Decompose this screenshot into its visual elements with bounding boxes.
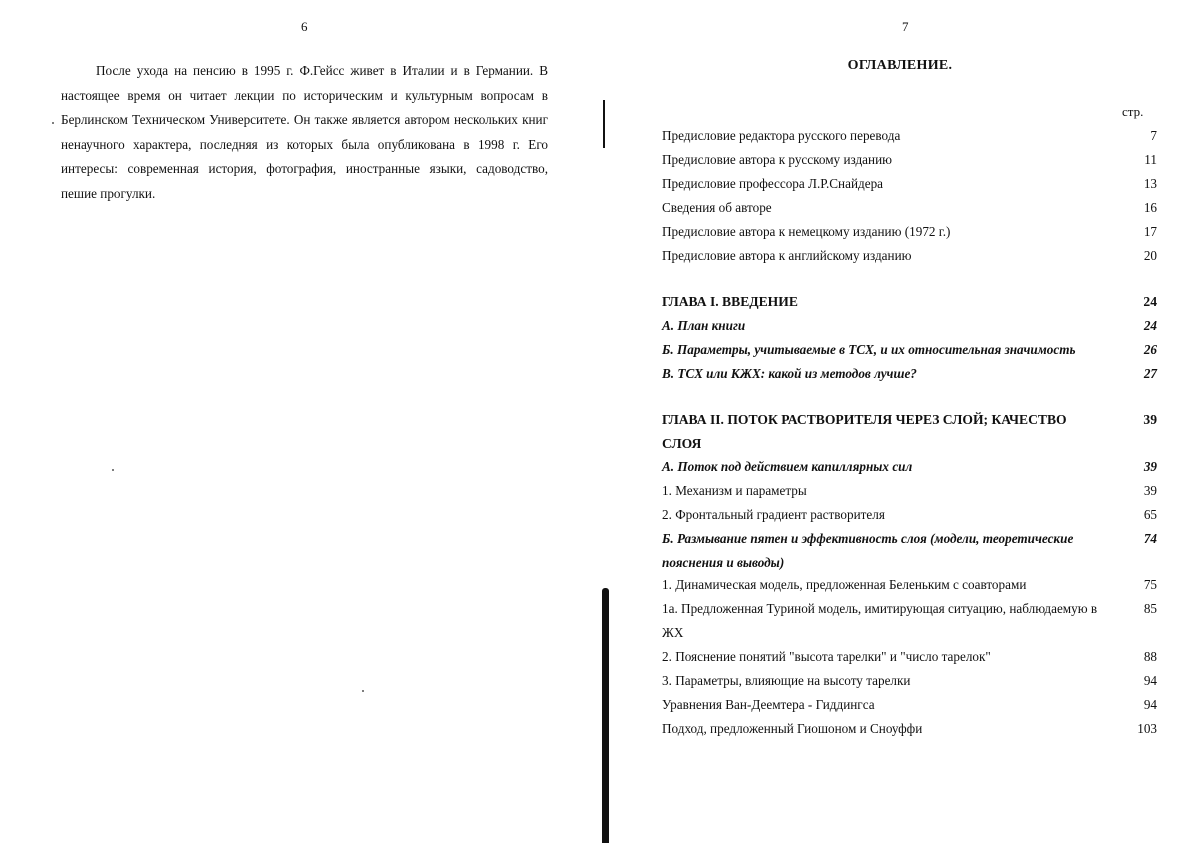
toc-entry: [662, 455, 1157, 479]
toc-entry-page: 75: [1143, 577, 1157, 592]
toc-entry-page: 65: [1143, 507, 1157, 522]
toc-entry-title: В. ТСХ или КЖХ: какой из методов лучше?: [662, 366, 917, 381]
toc-entry-title: 2. Фронтальный градиент растворителя: [662, 507, 885, 522]
toc-entry-page: 13: [1143, 176, 1157, 191]
toc-entry-title: Б. Параметры, учитываемые в ТСХ, и их относительная значимость: [662, 342, 1076, 357]
toc-entry-title: 1. Динамическая модель, предложенная Беленьким с соавторами: [662, 577, 1027, 592]
toc-entry-title: 2. Пояснение понятий "высота тарелки" и "число тарелок": [662, 649, 991, 664]
toc-entry-title: А. Поток под действием капиллярных сил: [662, 459, 913, 474]
toc-entry-page: 39: [1143, 483, 1157, 498]
toc-entry: [662, 408, 1157, 455]
toc-entry-page: 11: [1144, 152, 1157, 167]
toc-entry-title: Предисловие редактора русского перевода: [662, 128, 901, 143]
toc-entry: [662, 527, 1157, 574]
toc-entry-page: 24: [1143, 318, 1157, 333]
toc-entry: [662, 645, 1157, 669]
toc-entry: [662, 172, 1157, 196]
toc-entry-page: 20: [1143, 248, 1157, 263]
toc-entry: [662, 597, 1157, 644]
toc-entry-page: 94: [1143, 673, 1157, 688]
toc-entry-page: 17: [1143, 224, 1157, 239]
toc-entry-title: Предисловие профессора Л.Р.Снайдера: [662, 176, 884, 191]
toc-entry-title: ГЛАВА II. ПОТОК РАСТВОРИТЕЛЯ ЧЕРЕЗ СЛОЙ; КАЧЕСТВО СЛОЯ: [662, 412, 1067, 451]
toc-entry-title: Предисловие автора к английскому изданию: [662, 248, 912, 263]
toc-entry: [662, 362, 1157, 386]
toc-entry-page: 27: [1143, 366, 1157, 381]
toc-entry-title: Б. Размывание пятен и эффективность слоя (модели, теоретические пояснения и выводы): [662, 531, 1074, 570]
toc-entry-page: 39: [1143, 412, 1157, 427]
toc-entry: [662, 220, 1157, 244]
toc-entry: [662, 717, 1157, 741]
toc-entry: [662, 290, 1157, 314]
toc-entry-page: 24: [1143, 294, 1157, 309]
body-paragraph: [61, 59, 548, 206]
page-number: 7: [902, 19, 909, 34]
body-paragraph-text: После ухода на пенсию в 1995 г. Ф.Гейсс живет в Италии и в Германии. В настоящее время он читает лекции по историческим и культурным вопросам в Берлинском Техническом Университете. Он также является автором нескольких книг ненаучного характера, последняя из которых была опубликована в 1998 г. Его интересы: современная история, фотография, иностранные языки, садоводство, пешие прогулки.: [61, 63, 548, 201]
scan-speck: [52, 122, 54, 124]
toc-entry: [662, 573, 1157, 597]
toc-entry-page: 85: [1143, 601, 1157, 616]
page-number: 6: [301, 19, 308, 34]
toc-page-column-header: стр.: [1122, 104, 1144, 119]
toc-entry-title: 3. Параметры, влияющие на высоту тарелки: [662, 673, 911, 688]
toc-entry-title: 1а. Предложенная Туриной модель, имитирующая ситуацию, наблюдаемую в ЖХ: [662, 601, 1098, 640]
scan-speck: [362, 690, 364, 692]
toc-entry: [662, 479, 1157, 503]
toc-entry: [662, 124, 1157, 148]
toc-entry-title: Сведения об авторе: [662, 200, 772, 215]
toc-entry-title: Предисловие автора к русскому изданию: [662, 152, 893, 167]
toc-entry-title: 1. Механизм и параметры: [662, 483, 807, 498]
toc-entry: [662, 338, 1157, 362]
toc-entry-title: Подход, предложенный Гиошоном и Сноуффи: [662, 721, 923, 736]
toc-entry: [662, 244, 1157, 268]
toc-entry: [662, 196, 1157, 220]
right-page: [600, 0, 1200, 843]
toc-entry-page: 103: [1137, 721, 1157, 736]
toc-entry-page: 88: [1143, 649, 1157, 664]
toc-entry-page: 74: [1143, 531, 1157, 546]
toc-title: ОГЛАВЛЕНИЕ.: [847, 58, 953, 73]
toc-entry-title: Предисловие автора к немецкому изданию (1972 г.): [662, 224, 951, 239]
toc-entry-title: А. План книги: [662, 318, 746, 333]
toc-entry: [662, 503, 1157, 527]
toc-entry-page: 16: [1143, 200, 1157, 215]
toc-entry-page: 26: [1143, 342, 1157, 357]
toc-entry-page: 7: [1150, 128, 1157, 143]
toc-entry-title: Уравнения Ван-Деемтера - Гиддингса: [662, 697, 875, 712]
scan-speck: [112, 469, 114, 471]
toc-entry: [662, 669, 1157, 693]
toc-entry-page: 39: [1143, 459, 1157, 474]
toc-entry: [662, 314, 1157, 338]
toc-entry-title: ГЛАВА I. ВВЕДЕНИЕ: [662, 294, 798, 309]
toc-entry-page: 94: [1143, 697, 1157, 712]
toc-entry: [662, 693, 1157, 717]
toc-entry: [662, 148, 1157, 172]
